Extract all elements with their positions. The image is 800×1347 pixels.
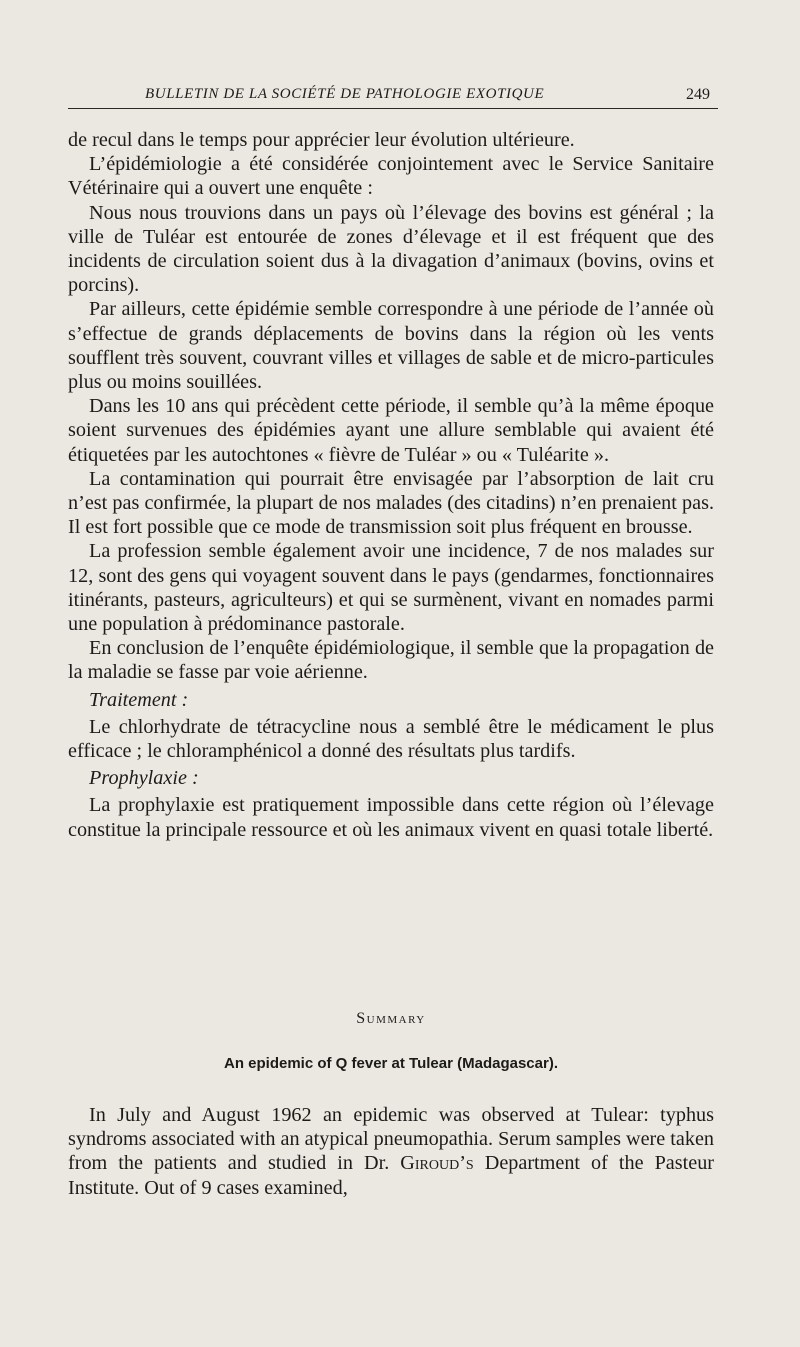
paragraph-epidemiology: L’épidémiologie a été considérée conjointement avec le Service Sanitaire Vétérinaire qui a ouvert une enquête : xyxy=(68,153,714,200)
heading-prophylaxie: Prophylaxie : xyxy=(89,767,199,790)
body-text xyxy=(68,128,714,842)
running-title: BULLETIN DE LA SOCIÉTÉ DE PATHOLOGIE EXOTIQUE xyxy=(145,86,545,102)
paragraph-past-epidemics: Dans les 10 ans qui précèdent cette période, il semble qu’à la même époque soient survenues des épidémies ayant une allure semblable qui avaient été étiquetées par les autochtones « fièvre de Tuléar » ou « Tuléarite ». xyxy=(68,395,714,466)
summary-author-name: Giroud’s xyxy=(400,1152,474,1175)
summary-text-after: Department of the Pasteur Institute. Out of 9 cases examined, xyxy=(68,1152,715,1199)
paragraph-continuation: de recul dans le temps pour apprécier leur évolution ultérieure. xyxy=(68,129,575,151)
paragraph-treatment: Le chlorhydrate de tétracycline nous a semblé être le médicament le plus efficace ; le chloramphénicol a donné des résultats plus tardifs. xyxy=(68,715,714,763)
paragraph-cattle: Nous nous trouvions dans un pays où l’élevage des bovins est général ; la ville de Tuléar est entourée de zones d’élevage et il est fréquent que des incidents de circulation soient dus à la divagation d’animaux (bovins, ovins et porcins). xyxy=(68,201,714,297)
summary-text-before: In July and August 1962 an epidemic was observed at Tulear: typhus syndroms associated with an atypical pneumopathia. Serum samples were taken from the patients and studied in Dr. xyxy=(68,1104,714,1175)
paragraph-prophylaxis: La prophylaxie est pratiquement impossible dans cette région où l’élevage constitue la principale ressource et où les animaux vivent en quasi totale liberté. xyxy=(68,794,714,841)
paragraph-season: Par ailleurs, cette épidémie semble correspondre à une période de l’année où s’effectue de grands déplacements de bovins dans la région où les vents soufflent très souvent, couvrant villes et villages de sable et de micro-particules plus ou moins souillées. xyxy=(68,298,714,394)
paragraph-conclusion: En conclusion de l’enquête épidémiologique, il semble que la propagation de la maladie se fasse par voie aérienne. xyxy=(68,637,714,684)
summary-text xyxy=(68,1103,714,1200)
paragraph-profession: La profession semble également avoir une incidence, 7 de nos malades sur 12, sont des gens qui voyagent souvent dans le pays (gendarmes, fonctionnaires itinérants, pasteurs, agriculteurs) et qui se surmènent, vivant en nomades parmi une population à prédominance pastorale. xyxy=(68,540,714,636)
running-header xyxy=(68,84,718,109)
paragraph-milk: La contamination qui pourrait être envisagée par l’absorption de lait cru n’est pas confirmée, la plupart de nos malades (des citadins) n’en prenaient pas. Il est fort possible que ce mode de transmission soit plus fréquent en brousse. xyxy=(68,467,714,539)
summary-paragraph xyxy=(68,1103,714,1200)
summary-title: Summary xyxy=(356,1010,426,1027)
heading-traitement: Traitement : xyxy=(89,688,189,711)
summary-subtitle: An epidemic of Q fever at Tulear (Madagascar). xyxy=(224,1055,558,1072)
page-number: 249 xyxy=(686,86,710,103)
